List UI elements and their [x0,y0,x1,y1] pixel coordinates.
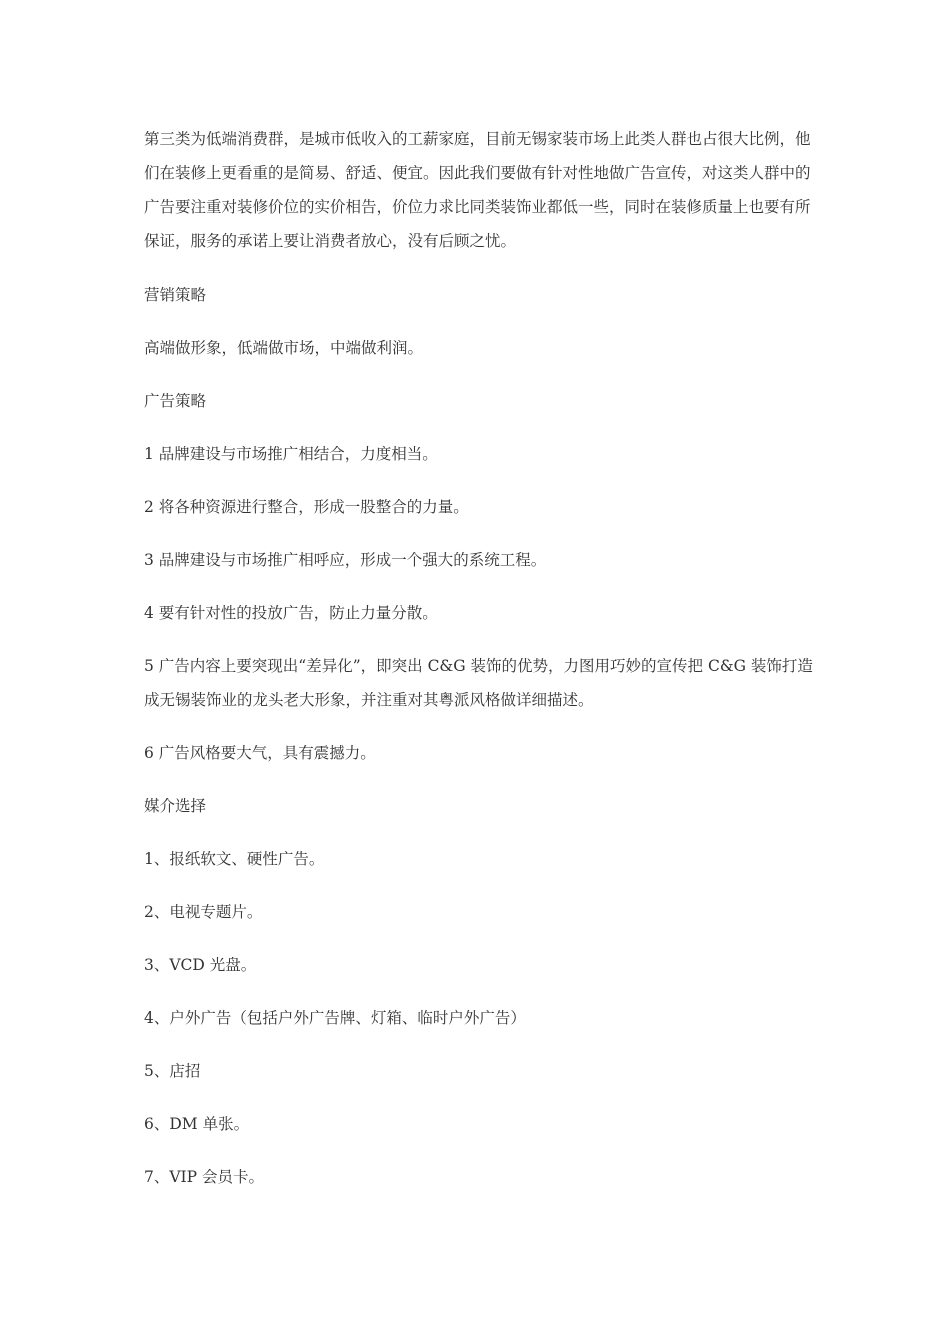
media-item-7: 7、VIP 会员卡。 [144,1168,265,1186]
ad-item-3: 3 品牌建设与市场推广相呼应，形成一个强大的系统工程。 [144,551,547,569]
ad-heading: 广告策略 [144,392,207,410]
marketing-heading: 营销策略 [144,286,207,304]
intro-paragraph: 第三类为低端消费群，是城市低收入的工薪家庭，目前无锡家装市场上此类人群也占很大比例，他们在装修上更看重的是简易、舒适、便宜。因此我们要做有针对性地做广告宣传，对这类人群中的广告要注重对装修价位的实价相告，价位力求比同类装饰业都低一些，同时在装修质量上也要有所保证，服务的承诺上要让消费者放心，没有后顾之忧。 [144,130,811,250]
ad-item-4: 4 要有针对性的投放广告，防止力量分散。 [144,604,438,622]
media-item-3: 3、VCD 光盘。 [144,956,257,974]
ad-item-5: 5 广告内容上要突现出“差异化”，即突出 C&G 装饰的优势，力图用巧妙的宣传把 C&G 装饰打造成无锡装饰业的龙头老大形象，并注重对其粤派风格做详细描述。 [144,657,813,709]
media-item-5: 5、店招 [144,1062,201,1080]
ad-item-2: 2 将各种资源进行整合，形成一股整合的力量。 [144,498,469,516]
media-item-6: 6、DM 单张。 [144,1115,250,1133]
media-item-4: 4、户外广告（包括户外广告牌、灯箱、临时户外广告） [144,1009,526,1027]
media-item-1: 1、报纸软文、硬性广告。 [144,850,325,868]
marketing-text: 高端做形象，低端做市场，中端做利润。 [144,339,424,357]
document-body [144,122,814,1213]
media-heading: 媒介选择 [144,797,207,815]
media-item-2: 2、电视专题片。 [144,903,263,921]
ad-item-6: 6 广告风格要大气，具有震撼力。 [144,744,376,762]
ad-item-1: 1 品牌建设与市场推广相结合，力度相当。 [144,445,438,463]
